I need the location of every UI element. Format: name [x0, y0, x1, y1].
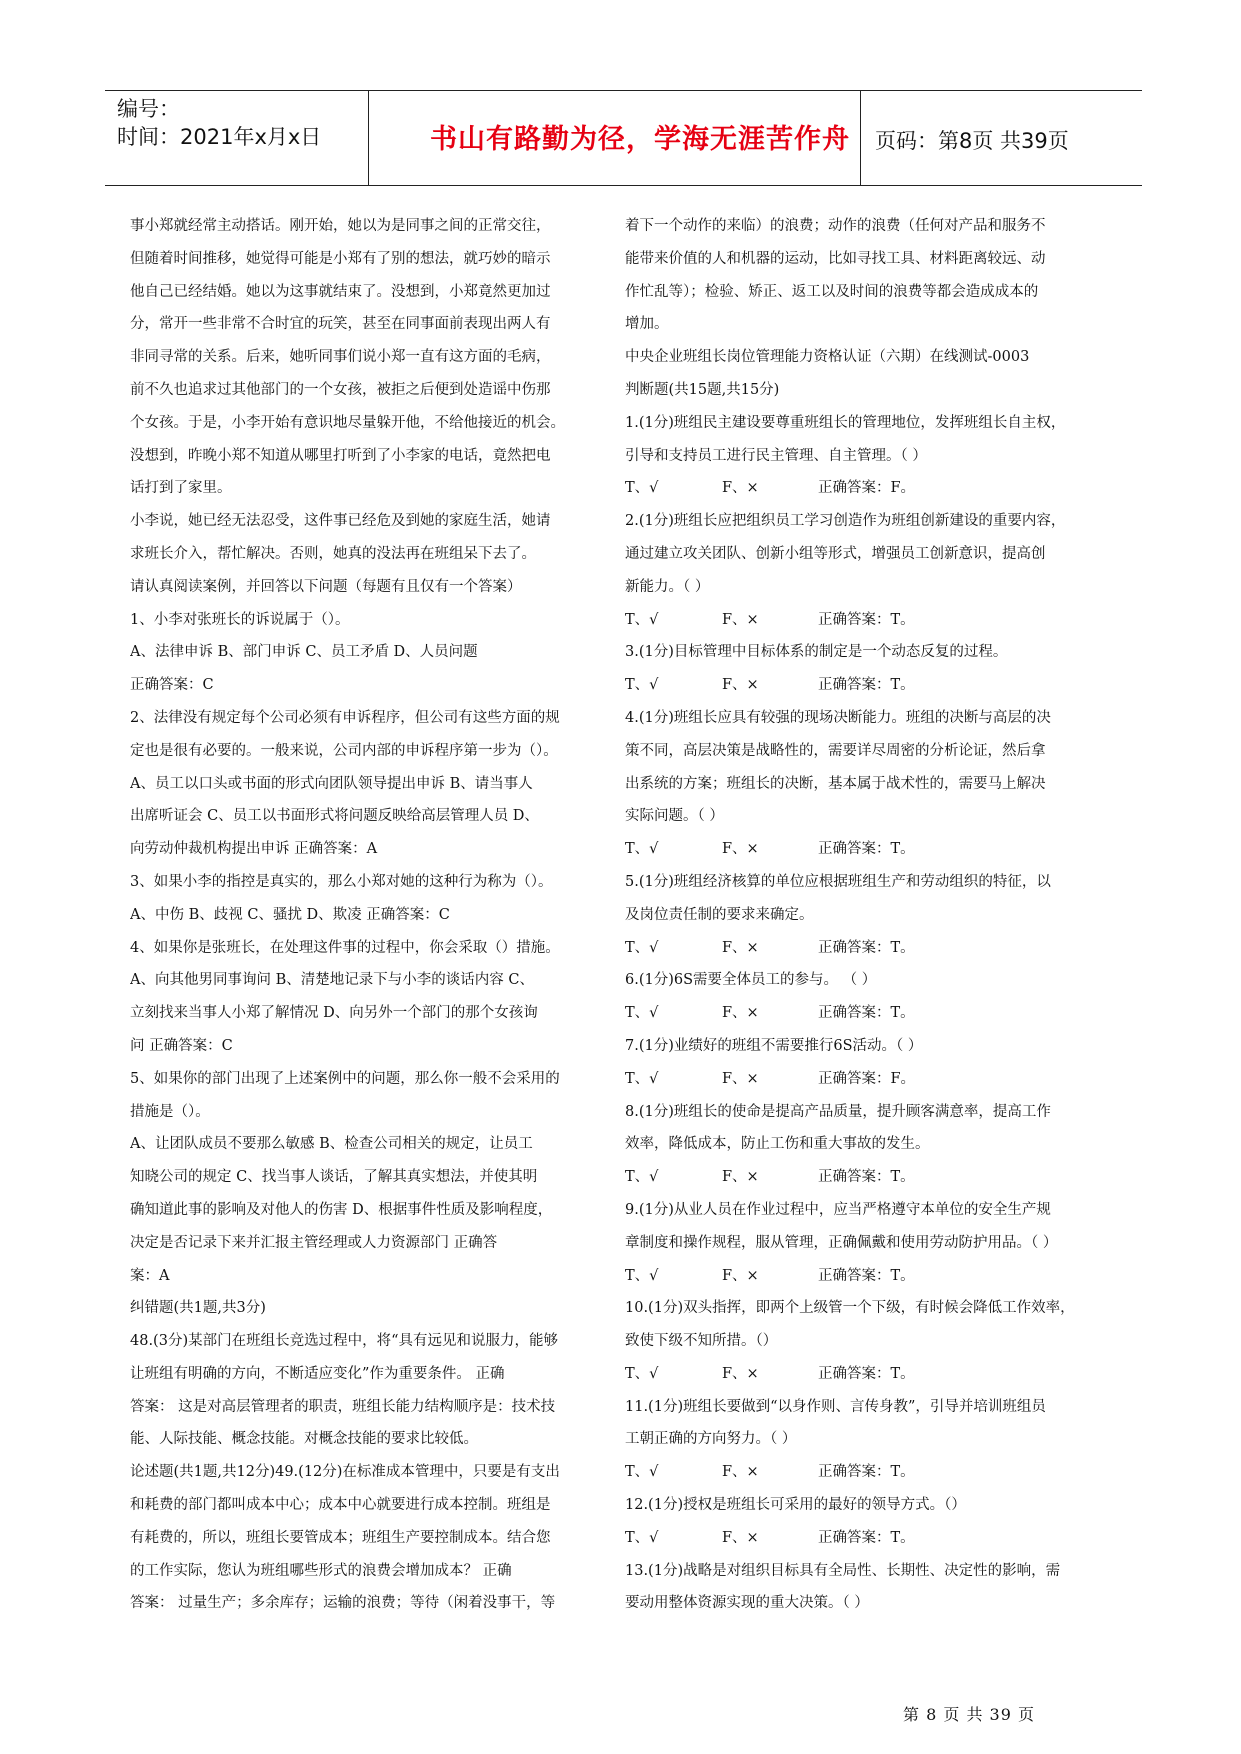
option-false: F、×: [722, 1267, 759, 1284]
text-line: 问 正确答案：C: [130, 1037, 233, 1054]
text-line: 答案： 这是对高层管理者的职责，班组长能力结构顺序是：技术技: [130, 1398, 556, 1415]
text-line: A、法律申诉 B、部门申诉 C、员工矛盾 D、人员问题: [130, 644, 478, 661]
correct-answer: 正确答案：T。: [818, 1464, 915, 1481]
right-column: [625, 210, 1095, 1620]
text-line: 没想到，昨晚小郑不知道从哪里打听到了小李家的电话，竟然把电: [130, 447, 551, 464]
text-line: 判断题(共15题,共15分): [625, 381, 780, 398]
correct-answer: 正确答案：T。: [818, 677, 915, 694]
text-line: A、向其他男同事询问 B、清楚地记录下与小李的谈话内容 C、: [130, 972, 534, 989]
correct-answer: 正确答案：T。: [818, 1267, 915, 1284]
text-line: 的工作实际，您认为班组哪些形式的浪费会增加成本？ 正确: [130, 1562, 512, 1579]
option-true: T、√: [625, 939, 659, 956]
question-text: 1.(1分)班组民主建设要尊重班组长的管理地位，发挥班组长自主权，: [625, 414, 1066, 431]
option-false: F、×: [722, 1464, 759, 1481]
text-line: 措施是（）。: [130, 1103, 210, 1120]
correct-answer: 正确答案：T。: [818, 1005, 915, 1022]
option-false: F、×: [722, 1529, 759, 1546]
text-line: 能、人际技能、概念技能。对概念技能的要求比较低。: [130, 1431, 478, 1448]
correct-answer: 正确答案：T。: [818, 1169, 915, 1186]
question-text: 11.(1分)班组长要做到“以身作则、言传身教”，引导并培训班组员: [625, 1398, 1046, 1415]
option-false: F、×: [722, 1005, 759, 1022]
answer-row: [625, 997, 1095, 1030]
header-divider: [368, 91, 369, 185]
correct-answer: 正确答案：T。: [818, 939, 915, 956]
answer-row: [625, 833, 1095, 866]
document-number-label: 编号：: [117, 97, 180, 121]
question-text: 通过建立攻关团队、创新小组等形式，增强员工创新意识，提高创: [625, 545, 1046, 562]
answer-row: [625, 1358, 1095, 1391]
text-line: 向劳动仲裁机构提出申诉 正确答案：A: [130, 841, 378, 858]
option-false: F、×: [722, 611, 759, 628]
text-line: 立刻找来当事人小郑了解情况 D、向另外一个部门的那个女孩询: [130, 1005, 538, 1022]
text-line: 和耗费的部门都叫成本中心；成本中心就要进行成本控制。班组是: [130, 1497, 551, 1514]
text-line: 话打到了家里。: [130, 480, 232, 497]
option-true: T、√: [625, 1365, 659, 1382]
header-page-number: 页码：第8页 共39页: [875, 129, 1069, 153]
page-header: [105, 90, 1142, 186]
option-false: F、×: [722, 1169, 759, 1186]
question-text: 3.(1分)目标管理中目标体系的制定是一个动态反复的过程。: [625, 644, 1008, 661]
text-line: 正确答案：C: [130, 677, 214, 694]
text-line: 中央企业班组长岗位管理能力资格认证（六期）在线测试-0003: [625, 349, 1030, 366]
header-divider: [860, 91, 861, 185]
correct-answer: 正确答案：F。: [818, 1070, 916, 1087]
text-line: 作忙乱等）；检验、矫正、返工以及时间的浪费等都会造成成本的: [625, 283, 1039, 300]
answer-row: [625, 1260, 1095, 1293]
text-line: A、中伤 B、歧视 C、骚扰 D、欺凌 正确答案：C: [130, 906, 450, 923]
text-line: 48.(3分)某部门在班组长竞选过程中，将“具有远见和说服力，能够: [130, 1333, 559, 1350]
question-text: 5.(1分)班组经济核算的单位应根据班组生产和劳动组织的特征，以: [625, 873, 1051, 890]
text-line: 前不久也追求过其他部门的一个女孩，被拒之后便到处造谣中伤那: [130, 381, 551, 398]
correct-answer: 正确答案：T。: [818, 1529, 915, 1546]
text-line: 确知道此事的影响及对他人的伤害 D、根据事件性质及影响程度，: [130, 1201, 553, 1218]
option-true: T、√: [625, 1005, 659, 1022]
question-text: 新能力。（ ）: [625, 578, 710, 595]
left-column: [130, 210, 598, 1620]
option-false: F、×: [722, 1070, 759, 1087]
text-line: 1、小李对张班长的诉说属于（）。: [130, 611, 350, 628]
text-line: 求班长介入，帮忙解决。否则，她真的没法再在班组呆下去了。: [130, 545, 536, 562]
answer-row: [625, 669, 1095, 702]
answer-row: [625, 604, 1095, 637]
question-text: 13.(1分)战略是对组织目标具有全局性、长期性、决定性的影响，需: [625, 1562, 1061, 1579]
text-line: A、员工以口头或书面的形式向团队领导提出申诉 B、请当事人: [130, 775, 533, 792]
option-false: F、×: [722, 841, 759, 858]
text-line: 请认真阅读案例，并回答以下问题（每题有且仅有一个答案）: [130, 578, 522, 595]
question-text: 10.(1分)双头指挥，即两个上级管一个下级，有时候会降低工作效率，: [625, 1300, 1075, 1317]
text-line: 定也是很有必要的。一般来说，公司内部的申诉程序第一步为（）。: [130, 742, 558, 759]
text-line: 决定是否记录下来并汇报主管经理或人力资源部门 正确答: [130, 1234, 498, 1251]
question-text: 8.(1分)班组长的使命是提高产品质量，提升顾客满意率，提高工作: [625, 1103, 1051, 1120]
text-line: 2、法律没有规定每个公司必须有申诉程序，但公司有这些方面的规: [130, 709, 560, 726]
option-false: F、×: [722, 480, 759, 497]
question-text: 实际问题。（ ）: [625, 808, 724, 825]
answer-row: [625, 932, 1095, 965]
text-line: 知晓公司的规定 C、找当事人谈话，了解其真实想法，并使其明: [130, 1169, 538, 1186]
text-line: 有耗费的，所以，班组长要管成本；班组生产要控制成本。结合您: [130, 1529, 551, 1546]
question-text: 工朝正确的方向努力。（ ）: [625, 1431, 797, 1448]
correct-answer: 正确答案：T。: [818, 1365, 915, 1382]
question-text: 及岗位责任制的要求来确定。: [625, 906, 814, 923]
question-text: 6.(1分)6S需要全体员工的参与。 （ ）: [625, 972, 877, 989]
header-info: [117, 95, 321, 151]
question-text: 出系统的方案；班组长的决断，基本属于战术性的，需要马上解决: [625, 775, 1046, 792]
answer-row: [625, 1063, 1095, 1096]
answer-row: [625, 1161, 1095, 1194]
option-true: T、√: [625, 611, 659, 628]
text-line: A、让团队成员不要那么敏感 B、检查公司相关的规定，让员工: [130, 1136, 533, 1153]
text-line: 让班组有明确的方向，不断适应变化”作为重要条件。 正确: [130, 1365, 505, 1382]
correct-answer: 正确答案：T。: [818, 841, 915, 858]
text-line: 4、如果你是张班长，在处理这件事的过程中，你会采取（）措施。: [130, 939, 560, 956]
question-text: 要动用整体资源实现的重大决策。（ ）: [625, 1595, 869, 1612]
text-line: 出席听证会 C、员工以书面形式将问题反映给高层管理人员 D、: [130, 808, 539, 825]
text-line: 论述题(共1题,共12分)49.(12分)在标准成本管理中，只要是有支出: [130, 1464, 560, 1481]
question-text: 致使下级不知所措。（）: [625, 1333, 778, 1350]
text-line: 5、如果你的部门出现了上述案例中的问题，那么你一般不会采用的: [130, 1070, 560, 1087]
correct-answer: 正确答案：T。: [818, 611, 915, 628]
option-true: T、√: [625, 841, 659, 858]
header-motto: 书山有路勤为径，学海无涯苦作舟: [430, 124, 850, 155]
question-text: 策不同，高层决策是战略性的，需要详尽周密的分析论证，然后拿: [625, 742, 1046, 759]
text-line: 3、如果小李的指控是真实的，那么小郑对她的这种行为称为（）。: [130, 873, 553, 890]
text-line: 小李说，她已经无法忍受，这件事已经危及到她的家庭生活，她请: [130, 513, 551, 530]
option-false: F、×: [722, 939, 759, 956]
answer-row: [625, 1522, 1095, 1555]
question-text: 章制度和操作规程，服从管理，正确佩戴和使用劳动防护用品。（ ）: [625, 1234, 1058, 1251]
document-time-label: 时间：2021年x月x日: [117, 125, 322, 149]
option-true: T、√: [625, 1070, 659, 1087]
text-line: 分，常开一些非常不合时宜的玩笑，甚至在同事面前表现出两人有: [130, 316, 551, 333]
text-line: 但随着时间推移，她觉得可能是小郑有了别的想法，就巧妙的暗示: [130, 250, 551, 267]
answer-row: [625, 1456, 1095, 1489]
question-text: 12.(1分)授权是班组长可采用的最好的领导方式。（）: [625, 1497, 966, 1514]
question-text: 引导和支持员工进行民主管理、自主管理。（ ）: [625, 447, 927, 464]
text-line: 答案： 过量生产；多余库存；运输的浪费；等待（闲着没事干，等: [130, 1595, 556, 1612]
text-line: 案：A: [130, 1267, 170, 1284]
option-true: T、√: [625, 1529, 659, 1546]
question-text: 7.(1分)业绩好的班组不需要推行6S活动。（ ）: [625, 1037, 923, 1054]
option-true: T、√: [625, 677, 659, 694]
text-line: 能带来价值的人和机器的运动，比如寻找工具、材料距离较远、动: [625, 250, 1046, 267]
option-true: T、√: [625, 480, 659, 497]
option-false: F、×: [722, 1365, 759, 1382]
option-true: T、√: [625, 1169, 659, 1186]
text-line: 增加。: [625, 316, 669, 333]
question-text: 4.(1分)班组长应具有较强的现场决断能力。班组的决断与高层的决: [625, 709, 1051, 726]
text-line: 事小郑就经常主动搭话。刚开始，她以为是同事之间的正常交往，: [130, 218, 551, 234]
question-text: 9.(1分)从业人员在作业过程中，应当严格遵守本单位的安全生产规: [625, 1201, 1051, 1218]
option-true: T、√: [625, 1267, 659, 1284]
question-text: 2.(1分)班组长应把组织员工学习创造作为班组创新建设的重要内容，: [625, 513, 1066, 530]
text-line: 非同寻常的关系。后来，她听同事们说小郑一直有这方面的毛病，: [130, 349, 551, 366]
text-line: 个女孩。于是，小李开始有意识地尽量躲开他，不给他接近的机会。: [130, 414, 565, 431]
correct-answer: 正确答案：F。: [818, 480, 916, 497]
text-line: 着下一个动作的来临）的浪费；动作的浪费（任何对产品和服务不: [625, 218, 1046, 234]
question-text: 效率，降低成本，防止工伤和重大事故的发生。: [625, 1136, 930, 1153]
option-true: T、√: [625, 1464, 659, 1481]
answer-row: [625, 472, 1095, 505]
page-footer: 第 8 页 共 39 页: [903, 1705, 1035, 1724]
text-line: 他自己已经结婚。她以为这事就结束了。没想到，小郑竟然更加过: [130, 283, 551, 300]
option-false: F、×: [722, 677, 759, 694]
text-line: 纠错题(共1题,共3分): [130, 1300, 266, 1317]
